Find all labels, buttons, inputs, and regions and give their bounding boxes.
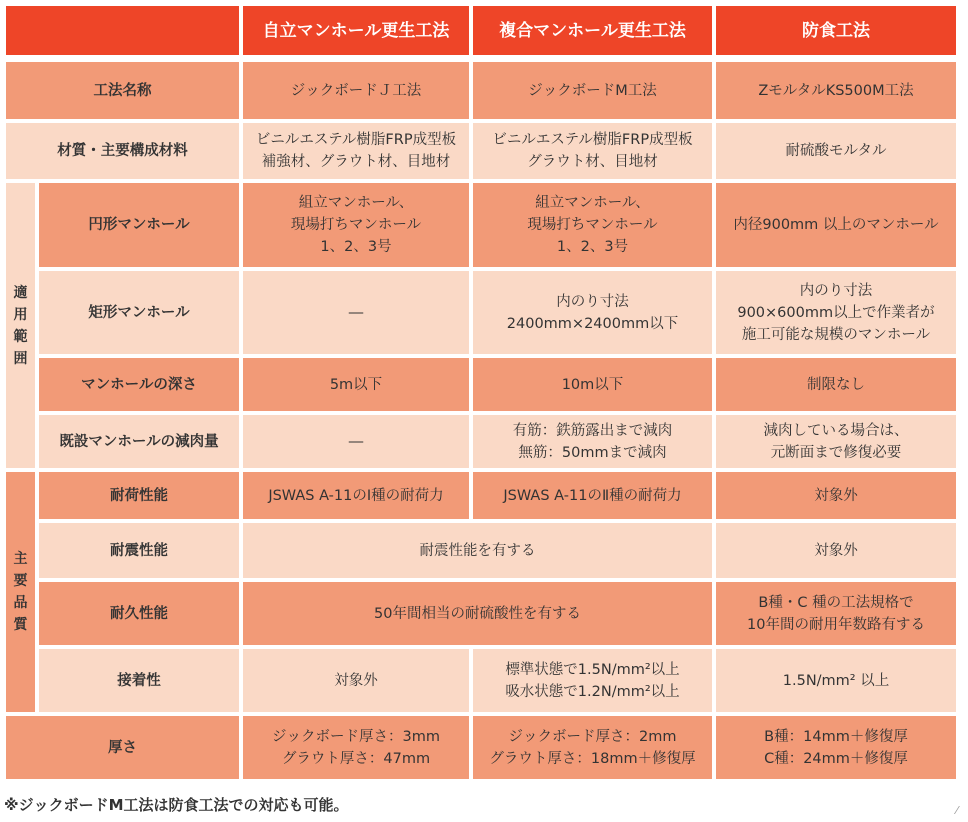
text-line: 減肉している場合は、 — [763, 422, 909, 439]
text-line: 現場打ちマンホール — [527, 217, 658, 233]
text-line: 2400mm×2400mm以下 — [506, 315, 679, 332]
rectangular-self-standing: ― — [243, 271, 469, 354]
group-char: 品 — [13, 595, 28, 611]
text-line: 施工可能な規模のマンホール — [741, 326, 931, 343]
text-line: ジックボード厚さ：2mm — [508, 728, 677, 745]
method-name-self-standing: ジックボードＪ工法 — [243, 62, 469, 119]
material-self-standing — [243, 123, 469, 179]
row-label-manhole-depth: マンホールの深さ — [39, 358, 239, 411]
text-line: 有筋：鉄筋露出まで減肉 — [512, 422, 673, 439]
text-line: グラウト厚さ：18mm＋修復厚 — [489, 750, 696, 767]
corner-mark: ⁄ — [956, 804, 958, 817]
text-line: 内のり寸法 — [556, 293, 629, 310]
group-label-applicable-range — [6, 183, 35, 468]
footnote: ※ジックボードM工法は防食工法での対応も可能。 — [4, 796, 349, 814]
text-line: 現場打ちマンホール — [290, 217, 422, 233]
header-anticorrosion-method: 防食工法 — [716, 6, 956, 55]
row-label-rectangular-manhole: 矩形マンホール — [39, 271, 239, 354]
group-char: 要 — [13, 573, 28, 589]
seismic-anticorrosion: 対象外 — [716, 523, 956, 578]
rectangular-composite — [473, 271, 712, 354]
circular-self-standing — [243, 183, 469, 267]
method-name-composite: ジックボードM工法 — [473, 62, 712, 119]
row-label-adhesion: 接着性 — [39, 649, 239, 712]
thinning-composite — [473, 415, 712, 468]
row-label-seismic-performance: 耐震性能 — [39, 523, 239, 578]
group-char: 質 — [13, 617, 28, 633]
text-line: C種：24mm＋修復厚 — [764, 750, 908, 767]
row-label-thickness: 厚さ — [6, 716, 239, 779]
depth-anticorrosion: 制限なし — [716, 358, 956, 411]
header-self-standing-method: 自立マンホール更生工法 — [243, 6, 469, 55]
header-empty-cell — [6, 6, 239, 55]
group-label-main-quality — [6, 472, 35, 712]
group-char: 主 — [13, 551, 28, 567]
row-label-circular-manhole: 円形マンホール — [39, 183, 239, 267]
row-label-wall-thinning: 既設マンホールの減肉量 — [39, 415, 239, 468]
text-line: 吸水状態で1.2N/mm²以上 — [505, 683, 680, 700]
adhesion-anticorrosion: 1.5N/mm² 以上 — [716, 649, 956, 712]
thinning-self-standing: ― — [243, 415, 469, 468]
durability-merged: 50年間相当の耐硫酸性を有する — [243, 582, 712, 645]
group-char: 囲 — [13, 350, 28, 367]
text-line: 1、2、3号 — [556, 239, 629, 255]
material-composite — [473, 123, 712, 179]
text-line: 補強材、グラウト材、目地材 — [261, 154, 451, 170]
adhesion-self-standing: 対象外 — [243, 649, 469, 712]
text-line: B種・C 種の工法規格で — [758, 594, 914, 611]
thinning-anticorrosion — [716, 415, 956, 468]
text-line: 内のり寸法 — [799, 282, 873, 299]
text-line: ビニルエステル樹脂FRP成型板 — [255, 132, 457, 148]
circular-anticorrosion: 内径900mm 以上のマンホール — [716, 183, 956, 267]
adhesion-composite — [473, 649, 712, 712]
method-name-anticorrosion: ZモルタルKS500M工法 — [716, 62, 956, 119]
seismic-merged: 耐震性能を有する — [243, 523, 712, 578]
text-line: 無筋：50mmまで減肉 — [518, 444, 667, 461]
header-composite-method: 複合マンホール更生工法 — [473, 6, 712, 55]
thickness-anticorrosion — [716, 716, 956, 779]
text-line: 標準状態で1.5N/mm²以上 — [505, 661, 680, 678]
group-char: 適 — [13, 284, 28, 301]
circular-composite — [473, 183, 712, 267]
text-line: 10年間の耐用年数路有する — [747, 616, 925, 633]
depth-self-standing: 5m以下 — [243, 358, 469, 411]
depth-composite: 10m以下 — [473, 358, 712, 411]
text-line: 元断面まで修復必要 — [770, 444, 902, 461]
thickness-composite — [473, 716, 712, 779]
text-line: 900×600mm以上で作業者が — [737, 304, 935, 321]
group-char: 範 — [13, 328, 28, 345]
group-char: 用 — [13, 306, 28, 323]
text-line: 1、2、3号 — [320, 239, 392, 255]
material-anticorrosion: 耐硫酸モルタル — [716, 123, 956, 179]
text-line: グラウト厚さ：47mm — [281, 750, 431, 767]
thickness-self-standing — [243, 716, 469, 779]
row-label-durability: 耐久性能 — [39, 582, 239, 645]
rectangular-anticorrosion — [716, 271, 956, 354]
durability-anticorrosion — [716, 582, 956, 645]
text-line: 組立マンホール、 — [535, 195, 650, 211]
text-line: ビニルエステル樹脂FRP成型板 — [492, 132, 693, 148]
text-line: グラウト材、目地材 — [527, 154, 658, 170]
row-label-material: 材質・主要構成材料 — [6, 123, 239, 179]
text-line: B種：14mm＋修復厚 — [764, 728, 908, 745]
load-composite: JSWAS A-11のⅡ種の耐荷力 — [473, 472, 712, 519]
load-anticorrosion: 対象外 — [716, 472, 956, 519]
load-self-standing: JSWAS A-11のⅠ種の耐荷力 — [243, 472, 469, 519]
row-label-load-performance: 耐荷性能 — [39, 472, 239, 519]
text-line: 組立マンホール、 — [298, 195, 414, 211]
row-label-method-name: 工法名称 — [6, 62, 239, 119]
text-line: ジックボード厚さ：3mm — [272, 728, 440, 745]
